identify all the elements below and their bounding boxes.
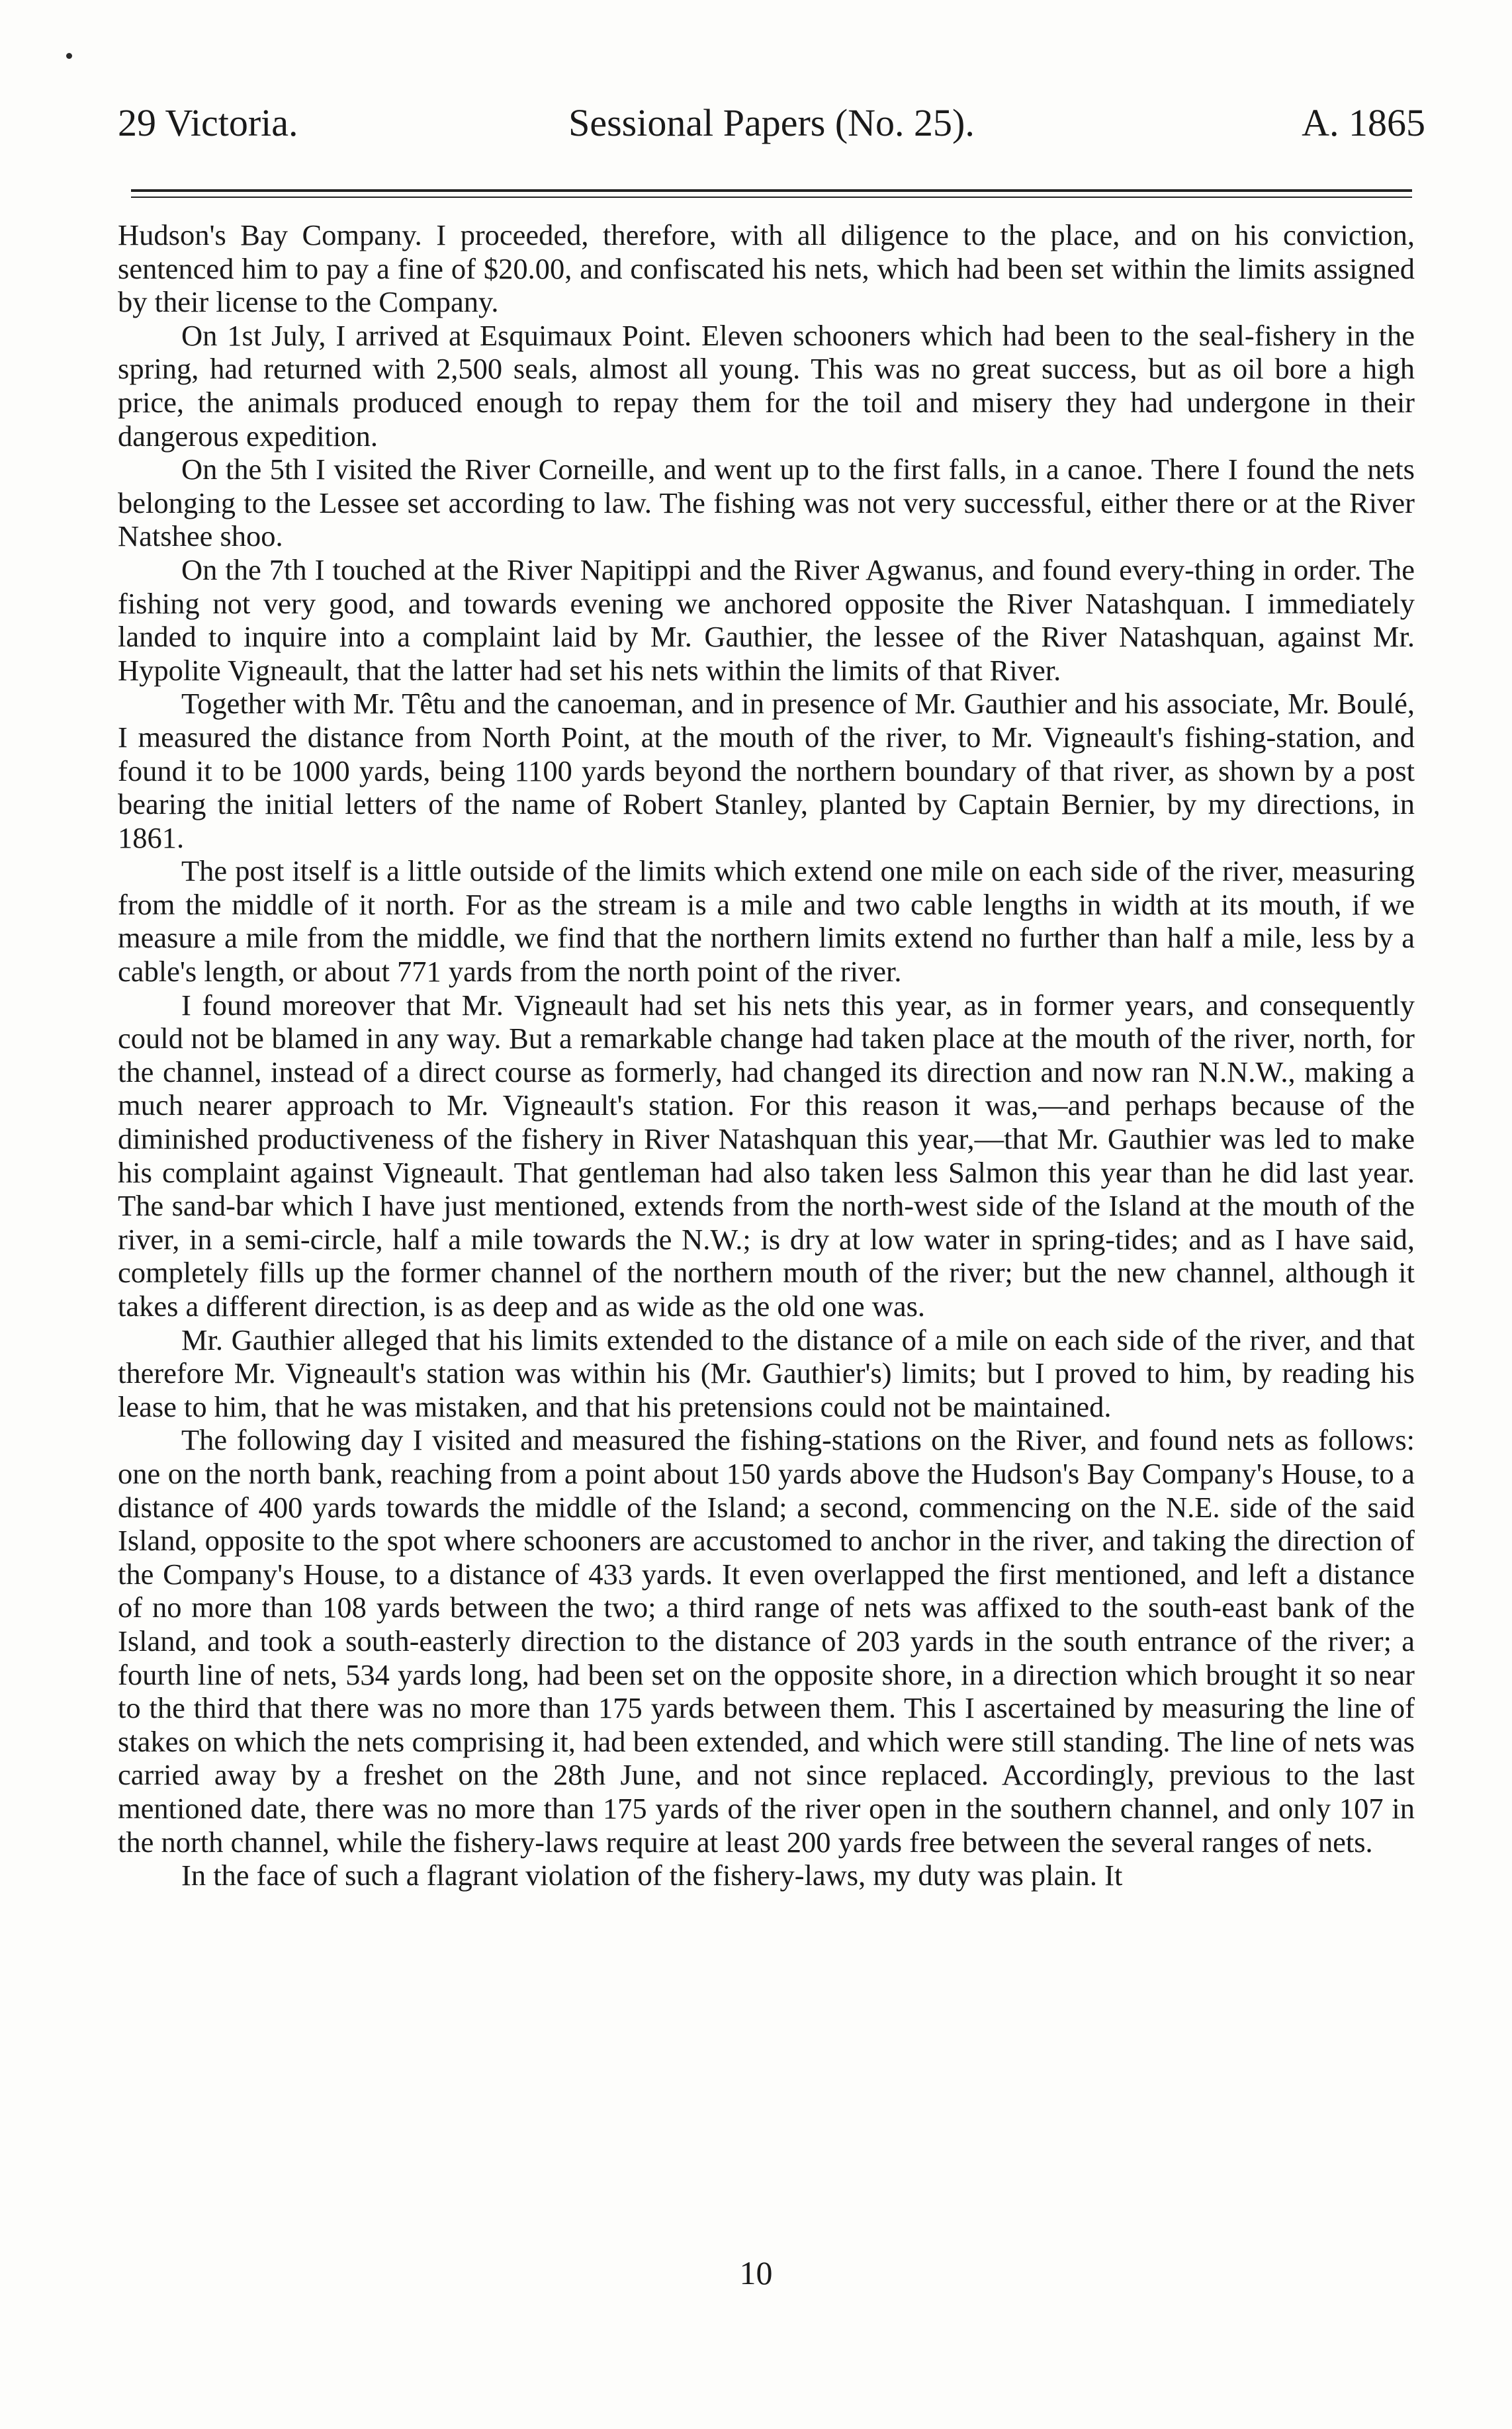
paragraph: The following day I visited and measured the fishing-stations on the River, and found nets as follows: one on the north bank, reaching from a point about 150 yards above the Hudson's Bay Company's House, to a distance of 400 yards towards the middle of the Island; a second, commencing on the N.E. side of the said Island, opposite to the spot where schooners are accustomed to anchor in the river, and taking the direction of the Company's House, to a distance of 433 yards. It even overlapped the first mentioned, and left a distance of no more than 108 yards between the two; a third range of nets was affixed to the south-east bank of the Island, and took a south-easterly direction to the distance of 203 yards in the south entrance of the river; a fourth line of nets, 534 yards long, had been set on the opposite shore, in a direction which brought it so near to the third that there was no more than 175 yards between them. This I ascertained by measuring the line of stakes on which the nets comprising it, had been extended, and which were still standing. The line of nets was carried away by a freshet on the 28th June, and not since replaced. Accordingly, previous to the last mentioned date, there was no more than 175 yards of the river open in the southern channel, and only 107 in the north channel, while the fishery-laws require at least 200 yards free between the several ranges of nets.: [118, 1423, 1415, 1859]
paragraph: On 1st July, I arrived at Esquimaux Point. Eleven schooners which had been to the seal-fishery in the spring, had returned with 2,500 seals, almost all young. This was no great success, but as oil bore a high price, the animals produced enough to repay them for the toil and misery they had undergone in their dangerous expedition.: [118, 318, 1415, 453]
paragraph: Together with Mr. Têtu and the canoeman, and in presence of Mr. Gauthier and his associate, Mr. Boulé, I measured the distance from North Point, at the mouth of the river, to Mr. Vigneault's fishing-station, and found it to be 1000 yards, being 1100 yards beyond the northern boundary of that river, as shown by a post bearing the initial letters of the name of Robert Stanley, planted by Captain Bernier, by my directions, in 1861.: [118, 687, 1415, 854]
ink-speck: [66, 53, 72, 59]
paragraph: On the 5th I visited the River Corneille, and went up to the first falls, in a canoe. There I found the nets belonging to the Lessee set according to law. The fishing was not very successful, either there or at the River Natshee shoo.: [118, 453, 1415, 553]
header-title: Sessional Papers (No. 25).: [568, 101, 975, 144]
running-header: [118, 99, 1425, 147]
header-rule-thin: [131, 197, 1412, 198]
header-year: A. 1865: [1302, 101, 1425, 144]
paragraph: The post itself is a little outside of the limits which extend one mile on each side of the river, measuring from the middle of it north. For as the stream is a mile and two cable lengths in width at its mouth, if we measure a mile from the middle, we find that the northern limits extend no further than half a mile, less by a cable's length, or about 771 yards from the north point of the river.: [118, 854, 1415, 989]
body-text: [118, 218, 1415, 1892]
paragraph: On the 7th I touched at the River Napitippi and the River Agwanus, and found every-thing in order. The fishing not very good, and towards evening we anchored opposite the River Natashquan. I immediately landed to inquire into a complaint laid by Mr. Gauthier, the lessee of the River Natashquan, against Mr. Hypolite Vigneault, that the latter had set his nets within the limits of that River.: [118, 552, 1415, 687]
paragraph: Hudson's Bay Company. I proceeded, therefore, with all diligence to the place, and on his conviction, sentenced him to pay a fine of $20.00, and confiscated his nets, which had been set within the limits assigned by their license to the Company.: [118, 218, 1415, 319]
paragraph: Mr. Gauthier alleged that his limits extended to the distance of a mile on each side of the river, and that therefore Mr. Vigneault's station was within his (Mr. Gauthier's) limits; but I proved to him, by reading his lease to him, that he was mistaken, and that his pretensions could not be maintained.: [118, 1323, 1415, 1423]
header-rule-thick: [131, 189, 1412, 192]
page-number: 10: [739, 2254, 773, 2291]
paragraph: I found moreover that Mr. Vigneault had set his nets this year, as in former years, and consequently could not be blamed in any way. But a remarkable change had taken place at the mouth of the river, north, for the channel, instead of a direct course as formerly, had changed its direction and now ran N.N.W., making a much nearer approach to Mr. Vigneault's station. For this reason it was,—and perhaps because of the diminished productiveness of the fishery in River Natashquan this year,—that Mr. Gauthier was led to make his complaint against Vigneault. That gentleman had also taken less Salmon this year than he did last year. The sand-bar which I have just mentioned, extends from the north-west side of the Island at the mouth of the river, in a semi-circle, half a mile towards the N.W.; is dry at low water in spring-tides; and as I have said, completely fills up the former channel of the northern mouth of the river; but the new channel, although it takes a different direction, is as deep and as wide as the old one was.: [118, 988, 1415, 1323]
header-session: 29 Victoria.: [118, 101, 298, 144]
paragraph: In the face of such a flagrant violation of the fishery-laws, my duty was plain. It: [181, 1859, 1123, 1892]
